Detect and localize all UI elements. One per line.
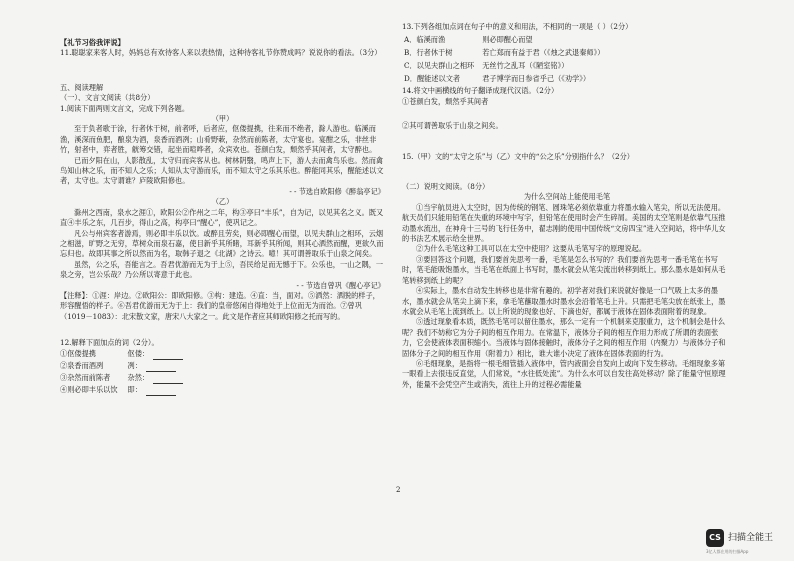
answer-blank[interactable] xyxy=(153,376,183,384)
passage-jia-para-2: 已而夕阳在山，人影散乱，太守归而宾客从也。树林阴翳，鸣声上下，游人去而禽鸟乐也。然而禽鸟知山林之乐，而不知人之乐；人知从太守游而乐，而不知太守之乐其乐也。醉能同其乐，醒能述以文者，太守也。太守谓谁？庐陵欧阳修也。 xyxy=(60,155,384,186)
passage-jia-label: （甲） xyxy=(211,114,234,124)
vocab-table xyxy=(60,349,193,397)
etiquette-heading: 【礼节习俗我评说】 xyxy=(60,38,125,47)
question-11: 11.聪聪家来客人时，妈妈总有欢待客人来以表热情，这种待客礼节你赞成吗？说说你的看法。（3分） xyxy=(60,48,382,58)
option-d-left: D．醒能述以文者 xyxy=(404,73,461,83)
question-12: 12.解释下面加点的词（2分）。 xyxy=(60,338,159,348)
option-c-right: 无丝竹之乱耳（《陋室铭》） xyxy=(482,60,569,70)
question-14-item-1: ①苍颜白发，颓然乎其间者 xyxy=(402,96,489,106)
article-para-5: ⑤透过现象看本质，既然毛笔可以留住墨水，那么一定有一个机制来克服重力，这个机制会是什么呢？我们不妨称它为分子间的相互作用力。在常温下，液体分子间的相互作用力形成了所谓的表面张力，它会使液体表面积缩小。当液体与固体接触时，液体分子之间的相互作用（内聚力）与液体分子和固体分子之间的相互作用（附着力）相比，谁大谁小决定了液体在固体表面的行为。 xyxy=(402,317,726,358)
annotation-notes: 【注释】：①涯：岸边。②欧阳公：即欧阳修。③构：建造。④直：当，面对。⑤洒然：洒脱的样子，形容醒悟的样子。⑥吾君优游而无为于上：我们的皇帝悠闲自得地处于上位而无为而治。⑦曾巩（1019－1083）：北宋散文家，唐宋八大家之一。此文是作者应其师欧阳修之托而写的。 xyxy=(60,290,380,321)
vocab-phrase: ④则必即丰乐以饮 xyxy=(60,385,118,395)
passage-jia-source: - - 节选自欧阳修《醉翁亭记》 xyxy=(289,186,385,196)
page-number: 2 xyxy=(396,486,401,494)
vocab-row xyxy=(60,361,193,373)
passage-yi-para-1: 滁州之西南，泉水之涯①，欧阳公②作州之二年，构③亭曰“丰乐”，自为记，以见其名之义。既又直④丰乐之东，几百步，得山之高，构亭曰“醒心”，使巩记之。 xyxy=(60,207,384,228)
vocab-gloss: 杂然： xyxy=(127,373,150,383)
question-13: 13.下列各组加点词在句子中的意义和用法，不相同的一项是（ ）（2分） xyxy=(402,22,633,31)
vocab-gloss: 伛偻： xyxy=(127,349,150,359)
passage-yi-para-3: 虽然，公之乐，吾能言之。吾君优游而无为于上⑤，吾民给足而无憾于下。公乐也，一山之隅，一泉之旁，岂公乐哉？乃公所以寄意于此也。 xyxy=(60,259,384,280)
answer-blank[interactable] xyxy=(146,388,176,396)
option-a-right: 则必即醒心而望 xyxy=(482,34,533,44)
question-14-item-2: ②其可谓善取乐于山泉之间矣。 xyxy=(402,121,503,131)
article-para-2: ②为什么毛笔这种工具可以在太空中使用？这要从毛笔写字的原理说起。 xyxy=(416,244,647,254)
vocab-phrase: ③杂然而前陈者 xyxy=(60,373,111,383)
option-row xyxy=(404,47,610,58)
vocab-row xyxy=(60,385,193,397)
option-row xyxy=(404,73,610,84)
right-column xyxy=(402,0,732,390)
option-b-left: B．行者休于树 xyxy=(404,47,453,57)
article-para-6: ⑥毛细现象，是指将一根毛细管插入液体中，管内液面会自发向上或向下发生移动。毛细现象多第一眼看上去很违反直觉，人们常说，“水往低处流”。为什么水可以自发往高处移动？除了能量守恒原理外，能量不会凭空产生或消失，流往上升的过程必需能量 xyxy=(402,358,726,389)
vocab-row xyxy=(60,349,193,361)
article-para-1: ①当宇航员进入太空时，因为传统的钢笔、圆珠笔必须依靠重力将墨水输入笔尖，所以无法使用。航天员们只能用铅笔在失重的环境中写字，但铅笔在使用时会产生碎屑。美国的太空笔则是依靠气压推动墨水流出，在神舟十三号的飞行任务中，翟志刚的使用中国传统“文房四宝”进入空间站，将中华儿女的书法艺术展示给全世界。 xyxy=(402,202,726,244)
option-c-left: C．以见夫群山之相环 xyxy=(404,60,475,70)
scanner-watermark xyxy=(706,527,790,557)
option-row xyxy=(404,60,610,71)
article-para-3: ③要回答这个问题，我们要首先思考一番，毛笔是怎么书写的？我们要首先思考一番毛笔在书写时，笔毛能吸饱墨水，当毛笔在纸面上书写时，墨水就会从笔尖流出转移到纸上。那么墨水是如何从毛笔转移到纸上的呢？ xyxy=(402,254,726,285)
option-d-right: 君子博学而日参省乎己（《劝学》） xyxy=(482,73,591,83)
scanner-app-name: 扫描全能王 xyxy=(728,533,774,543)
question-15: 15.（甲）文的“太守之乐”与（乙）文中的“公之乐”分别指什么？（2分） xyxy=(402,151,634,161)
answer-blank[interactable] xyxy=(153,352,183,360)
vocab-row xyxy=(60,373,193,385)
section-2-heading: （二）说明文阅读。（8分） xyxy=(402,182,490,192)
vocab-phrase: ①伛偻提携 xyxy=(60,349,96,359)
answer-blank[interactable] xyxy=(146,364,176,372)
vocab-gloss: 冽： xyxy=(127,361,142,371)
section-5-heading: 五、阅读理解 xyxy=(60,82,104,92)
vocab-phrase: ②泉香而酒冽 xyxy=(60,361,104,371)
option-b-right: 若亡郑而有益于君（《烛之武退秦师》） xyxy=(482,47,605,57)
section-5-1-heading: （一）、文言文阅读（共8分） xyxy=(60,93,155,103)
left-column xyxy=(60,0,385,397)
instruction: 1.阅读下面两则文言文，完成下列各题。 xyxy=(60,103,190,113)
camscanner-logo-icon: CS xyxy=(706,529,724,547)
passage-yi-source: - - 节选自曾巩《醒心亭记》 xyxy=(296,280,385,290)
passage-yi-para-2: 凡公与州宾客者游焉，则必即丰乐以饮。或醉且劳矣，则必即醒心而望，以见夫群山之相环，云烟之相滋，旷野之无穷，草树众而泉石嘉，使目新乎其所睹，耳新乎其所闻，则其心洒然而醒，更欲久而忘归也。故即其事之所以然而为名，取韩子退之《北湖》之诗云。噫！其可谓善取乐于山泉之间矣。 xyxy=(60,228,384,259)
article-para-4: ④实际上，墨水自动发生转移也是非常有趣的。初学者对我们来说就好像是一口气吸上太多的墨水，墨水就会从笔尖上滴下来，拿毛笔蘸取墨水时墨水会沿着笔毛上升。只需把毛笔尖放在纸张上，墨水就会从毛笔上流到纸上。以上所说的现象也好、下滴也好，都属于液体在固体表面附着的现象。 xyxy=(402,286,726,316)
article-title: 为什么空间站上能使用毛笔 xyxy=(523,192,611,202)
passage-jia-para-1: 至于负者歌于涂，行者休于树，前者呼，后者应，伛偻提携，往来而不绝者，滁人游也。临溪而渔，溪深而鱼肥，酿泉为酒，泉香而酒冽；山肴野蔌，杂然而前陈者，太守宴也。宴酣之乐，非丝非竹，射者中，弈者胜，觥筹交错，起坐而喧哗者，众宾欢也。苍颜白发，颓然乎其间者，太守醉也。 xyxy=(60,124,377,155)
scanner-tagline: 3亿人都在用的扫描App xyxy=(706,549,749,554)
option-row xyxy=(404,34,610,45)
option-a-left: A．临溪而渔 xyxy=(404,34,446,44)
vocab-gloss: 即： xyxy=(127,385,142,395)
passage-yi-label: （乙） xyxy=(211,197,234,207)
question-13-options xyxy=(402,32,612,86)
question-14: 14.将文中画横线的句子翻译成现代汉语。（2分） xyxy=(402,86,559,96)
